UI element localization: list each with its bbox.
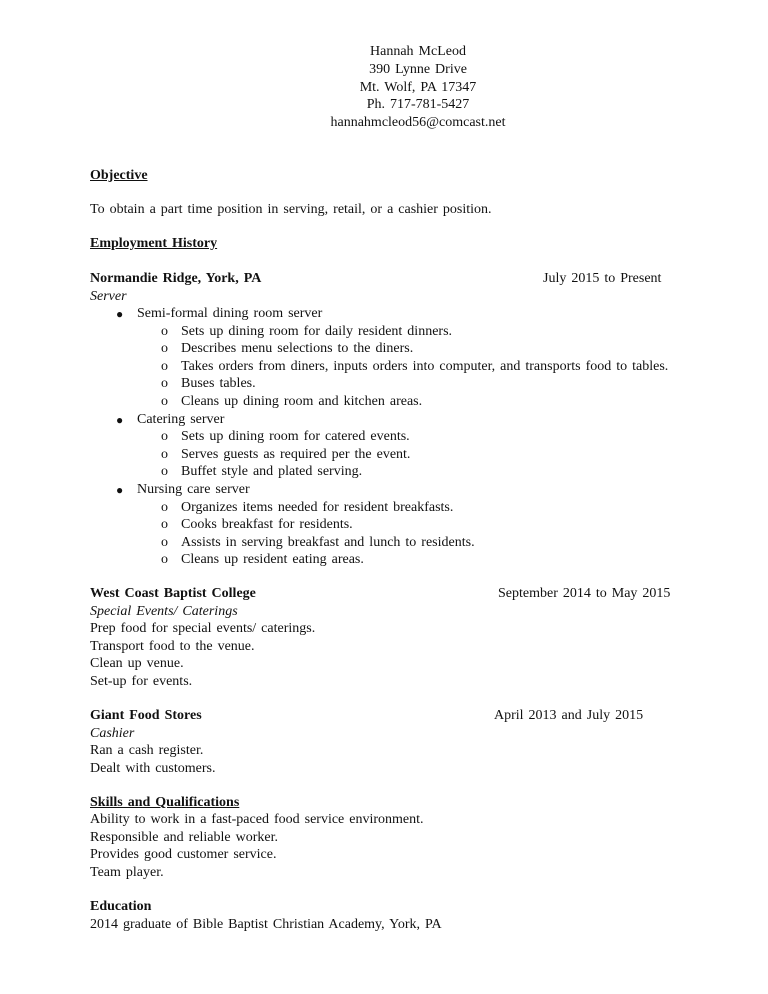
job-title: Server: [90, 289, 127, 304]
job-dates: April 2013 and July 2015: [494, 708, 644, 723]
sub-bullet-icon: o: [161, 429, 168, 445]
skill-line: Team player.: [90, 864, 164, 880]
duty-item: Serves guests as required per the event.: [181, 446, 411, 462]
skills-heading: Skills and Qualifications: [90, 795, 240, 810]
job-line: Clean up venue.: [90, 656, 184, 671]
duty-item: Buffet style and plated serving.: [181, 464, 363, 480]
sub-bullet-icon: o: [161, 534, 168, 550]
sub-bullet-icon: o: [161, 446, 168, 462]
header-name: Hannah McLeod: [370, 44, 466, 59]
skill-line: Ability to work in a fast-paced food service environment.: [90, 812, 424, 827]
job-dates: July 2015 to Present: [543, 271, 662, 286]
bullet-icon: ●: [116, 307, 124, 321]
job-line: Set-up for events.: [90, 673, 193, 689]
objective-heading: Objective: [90, 168, 148, 183]
duty-item: Organizes items needed for resident breakfasts.: [181, 499, 454, 515]
duty-item: Cleans up dining room and kitchen areas.: [181, 394, 423, 409]
bullet-icon: ●: [116, 483, 124, 497]
employment-heading: Employment History: [90, 236, 218, 251]
job-dates: September 2014 to May 2015: [498, 586, 671, 601]
skill-line: Provides good customer service.: [90, 847, 277, 862]
job-line: Transport food to the venue.: [90, 638, 255, 654]
duty-item: Cleans up resident eating areas.: [181, 552, 364, 568]
sub-bullet-icon: o: [161, 376, 168, 392]
job-employer: Normandie Ridge, York, PA: [90, 271, 262, 286]
duty-item: Describes menu selections to the diners.: [181, 341, 414, 357]
job-employer: Giant Food Stores: [90, 708, 202, 723]
job-title: Special Events/ Caterings: [90, 604, 238, 619]
job-line: Ran a cash register.: [90, 743, 204, 758]
sub-bullet-icon: o: [161, 464, 168, 480]
duty-item: Sets up dining room for daily resident dinners.: [181, 323, 453, 339]
job-line: Prep food for special events/ caterings.: [90, 621, 316, 636]
duty-item: Assists in serving breakfast and lunch to residents.: [181, 534, 475, 550]
sub-bullet-icon: o: [161, 499, 168, 515]
job-line: Dealt with customers.: [90, 760, 216, 776]
job-title: Cashier: [90, 726, 135, 741]
sub-bullet-icon: o: [161, 552, 168, 568]
bullet-icon: ●: [116, 412, 124, 427]
duty-item: Cooks breakfast for residents.: [181, 517, 353, 533]
sub-bullet-icon: o: [161, 394, 168, 409]
header-address: 390 Lynne Drive: [369, 62, 467, 77]
duty-item: Takes orders from diners, inputs orders into computer, and transports food to tables.: [181, 358, 669, 374]
duty-item: Sets up dining room for catered events.: [181, 429, 410, 445]
duty-group: Catering server: [137, 411, 225, 427]
sub-bullet-icon: o: [161, 517, 168, 533]
sub-bullet-icon: o: [161, 323, 168, 339]
sub-bullet-icon: o: [161, 358, 168, 374]
header-city: Mt. Wolf, PA 17347: [359, 80, 477, 95]
header-email: hannahmcleod56@comcast.net: [330, 115, 506, 130]
duty-group: Nursing care server: [137, 482, 250, 497]
header-phone: Ph. 717-781-5427: [366, 97, 470, 112]
objective-text: To obtain a part time position in serving, retail, or a cashier position.: [90, 202, 492, 217]
duty-group: Semi-formal dining room server: [137, 306, 323, 321]
sub-bullet-icon: o: [161, 341, 168, 357]
education-text: 2014 graduate of Bible Baptist Christian Academy, York, PA: [90, 917, 442, 932]
skill-line: Responsible and reliable worker.: [90, 829, 279, 845]
duty-item: Buses tables.: [181, 376, 256, 392]
education-heading: Education: [90, 899, 152, 914]
job-employer: West Coast Baptist College: [90, 586, 256, 601]
